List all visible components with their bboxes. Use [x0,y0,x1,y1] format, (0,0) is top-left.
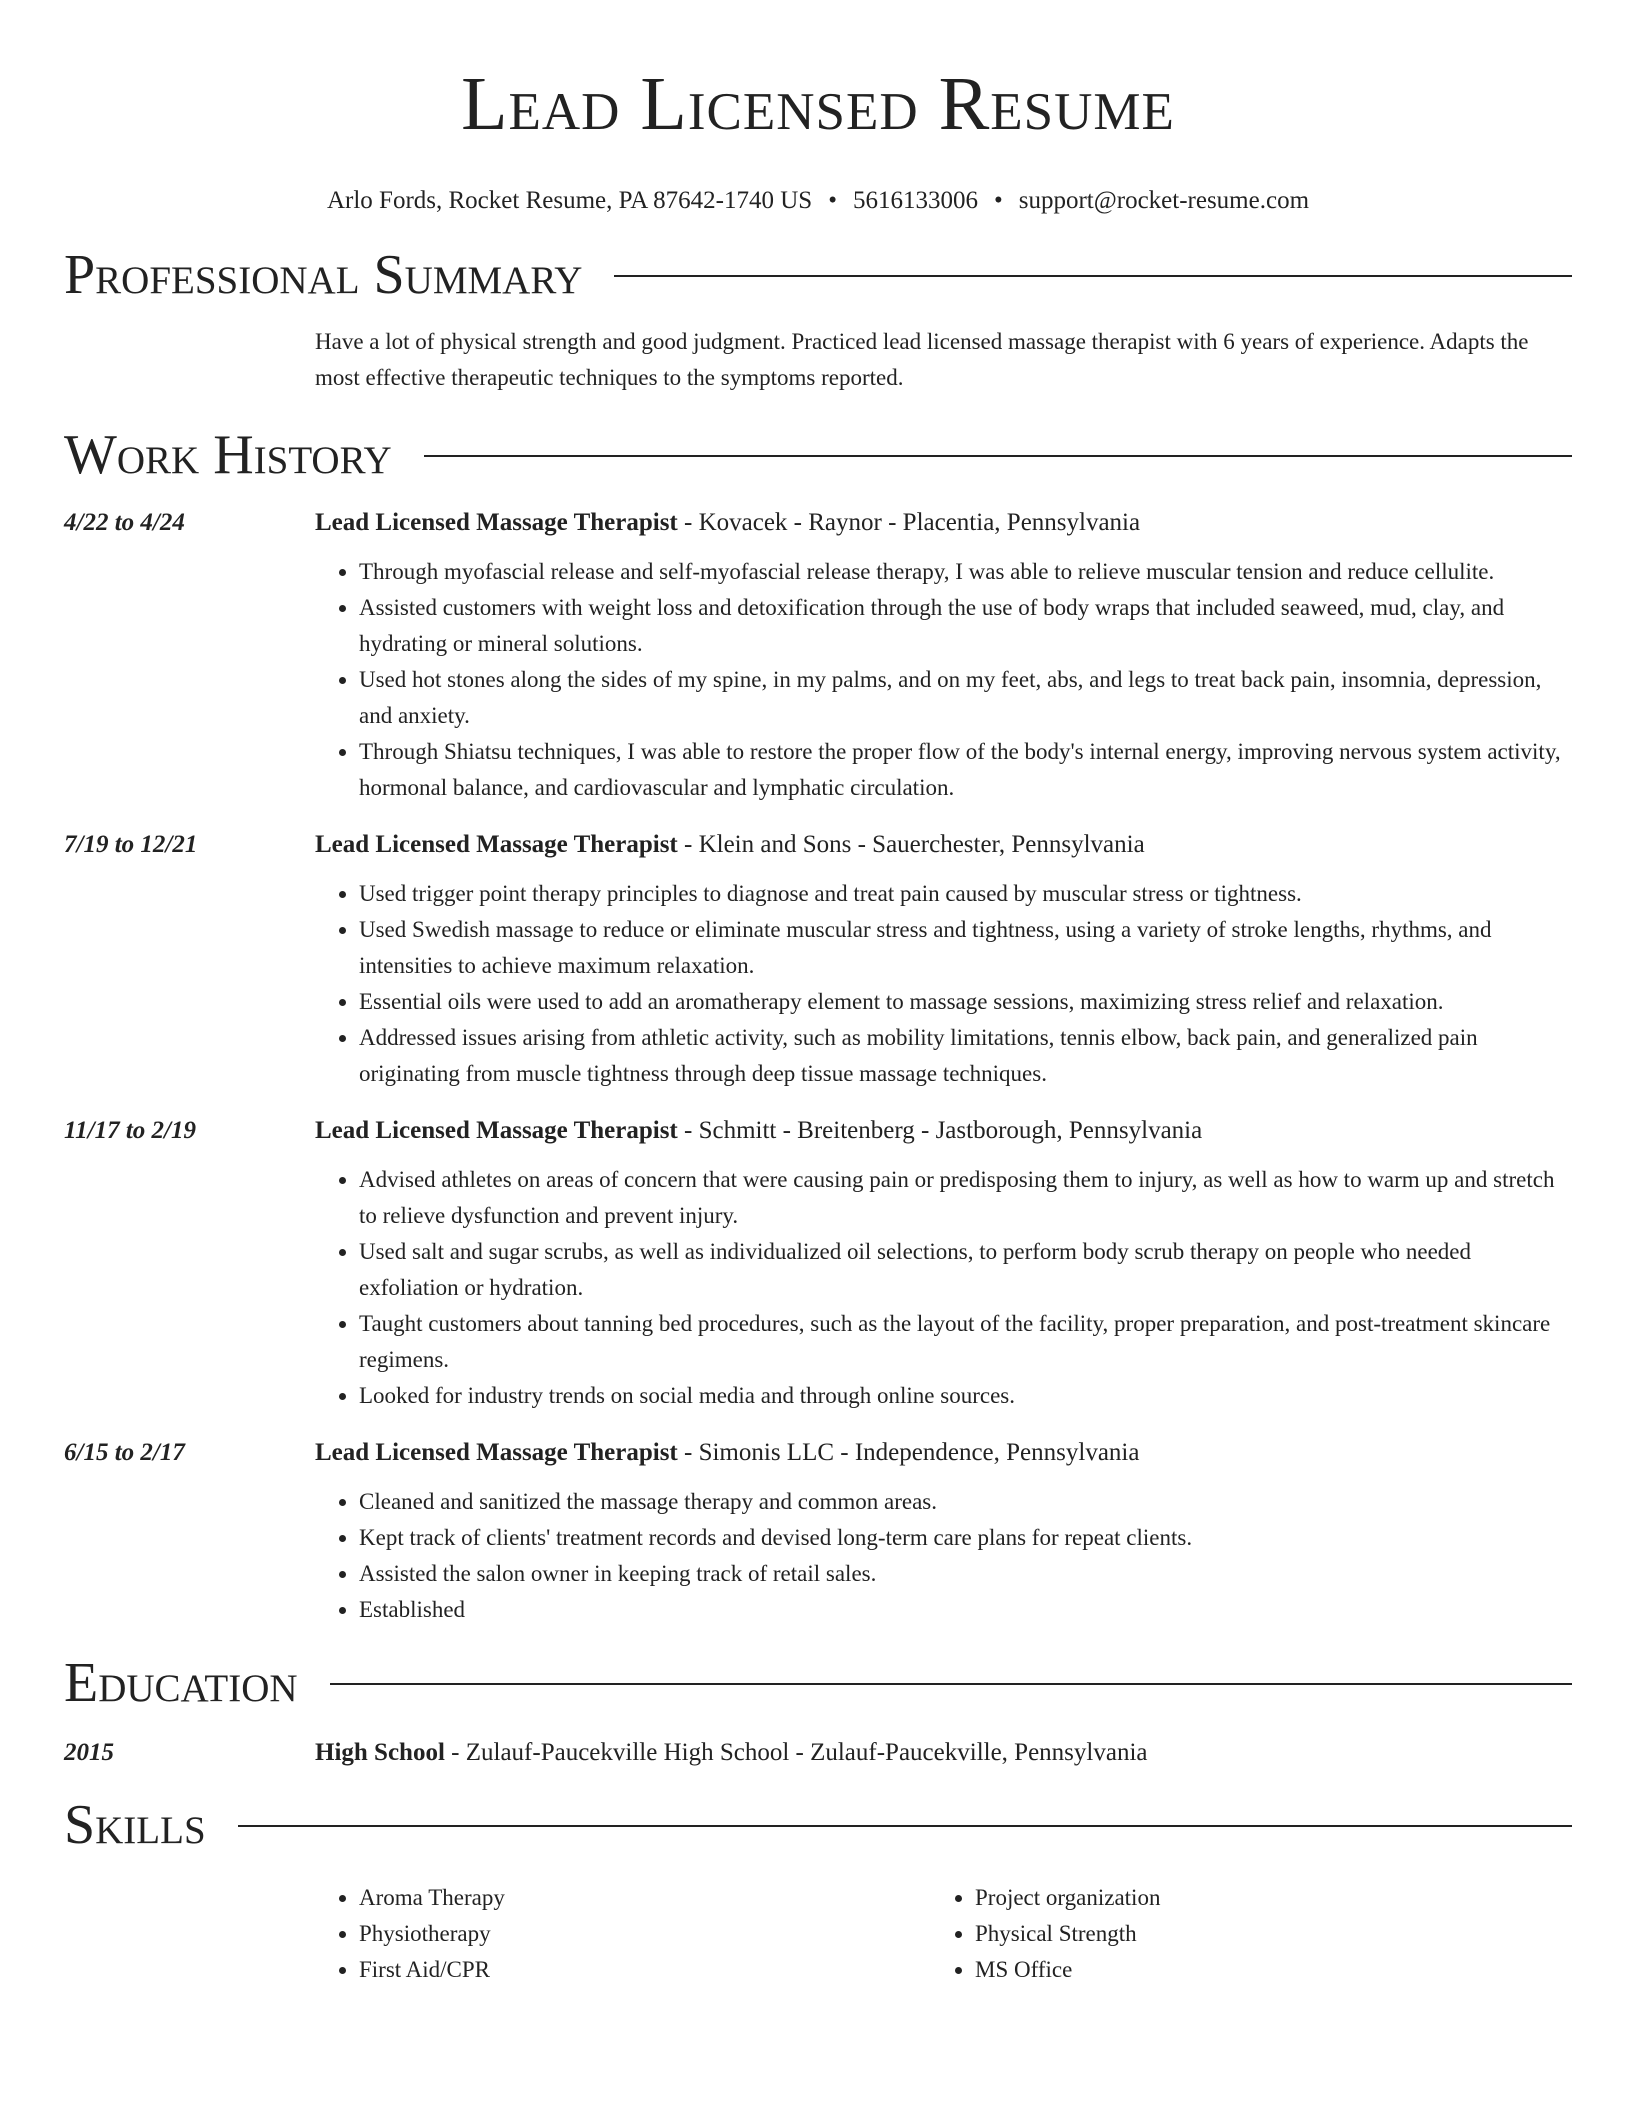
job-employer: - Klein and Sons - Sauerchester, Pennsylvania [677,831,1145,858]
section-divider [424,455,1572,457]
job-role: Lead Licensed Massage Therapist [315,509,678,536]
job-dates: 6/15 to 2/17 [64,1439,185,1466]
job-entry [64,828,1572,1092]
job-bullets [315,554,1572,806]
contact-phone: 5616133006 [852,187,978,214]
contact-separator: • [828,187,837,214]
job-bullets [315,876,1572,1092]
job-heading [315,1436,1572,1470]
resume-page [64,0,1572,1988]
education-section-header [64,1652,1572,1714]
job-bullet: • Through Shiatsu techniques, I was able to restore the proper flow of the body's internal energy, improving nervous system activity, hormonal balance, and cardiovascular and lymphatic circulation. [359,734,1572,806]
resume-title: Lead Licensed Resume [461,62,1175,146]
skill-item: • MS Office [975,1952,1547,1988]
job-bullet: • Assisted the salon owner in keeping track of retail sales. [359,1556,1572,1592]
section-divider [330,1683,1572,1685]
job-bullet: • Kept track of clients' treatment records and devised long-term care plans for repeat clients. [359,1520,1572,1556]
contact-line [64,186,1572,216]
skill-item: • Project organization [975,1880,1547,1916]
work-history-list [64,506,1572,1628]
skills-heading: Skills [64,1794,206,1856]
education-heading-line [315,1736,1148,1770]
skill-item: • Aroma Therapy [359,1880,931,1916]
job-bullet: • Used hot stones along the sides of my spine, in my palms, and on my feet, abs, and legs to treat back pain, insomnia, depression, and anxiety. [359,662,1572,734]
job-bullet: • Taught customers about tanning bed procedures, such as the layout of the facility, proper preparation, and post-treatment skincare regimens. [359,1306,1572,1378]
job-bullets [315,1484,1572,1628]
work-heading: Work History [64,424,392,486]
skills-section-header [64,1794,1572,1856]
job-role: Lead Licensed Massage Therapist [315,1117,678,1144]
job-dates: 11/17 to 2/19 [64,1117,196,1144]
job-bullet: • Established [359,1592,1572,1628]
job-heading [315,1114,1572,1148]
job-heading [315,828,1572,862]
job-entry [64,1436,1572,1628]
job-bullet: • Through myofascial release and self-myofascial release therapy, I was able to relieve muscular tension and reduce cellulite. [359,554,1572,590]
job-bullet: • Used salt and sugar scrubs, as well as individualized oil selections, to perform body scrub therapy on people who needed exfoliation or hydration. [359,1234,1572,1306]
job-bullet: • Used trigger point therapy principles to diagnose and treat pain caused by muscular stress or tightness. [359,876,1572,912]
skill-item: • Physiotherapy [359,1916,931,1952]
skills-column-right [931,1880,1547,1988]
skill-item: • First Aid/CPR [359,1952,931,1988]
section-divider [238,1825,1572,1827]
job-dates: 7/19 to 12/21 [64,831,198,858]
job-bullet: • Assisted customers with weight loss and detoxification through the use of body wraps that included seaweed, mud, clay, and hydrating or mineral solutions. [359,590,1572,662]
job-role: Lead Licensed Massage Therapist [315,831,678,858]
job-bullet: • Used Swedish massage to reduce or eliminate muscular stress and tightness, using a variety of stroke lengths, rhythms, and intensities to achieve maximum relaxation. [359,912,1572,984]
skills-column-left [315,1880,931,1988]
contact-email: support@rocket-resume.com [1018,187,1310,214]
job-bullet: • Essential oils were used to add an aromatherapy element to massage sessions, maximizing stress relief and relaxation. [359,984,1572,1020]
job-entry [64,1114,1572,1414]
job-bullet: • Advised athletes on areas of concern that were causing pain or predisposing them to injury, as well as how to warm up and stretch to relieve dysfunction and prevent injury. [359,1162,1572,1234]
education-year: 2015 [64,1739,114,1766]
contact-separator: • [993,187,1003,214]
job-entry [64,506,1572,806]
summary-heading: Professional Summary [64,244,583,306]
education-degree: High School [315,1739,445,1766]
job-employer: - Schmitt - Breitenberg - Jastborough, Pennsylvania [677,1117,1203,1144]
education-school: - Zulauf-Paucekville High School - Zulauf-Paucekville, Pennsylvania [444,1739,1148,1766]
job-employer: - Kovacek - Raynor - Placentia, Pennsylvania [677,509,1141,536]
education-heading: Education [64,1652,298,1714]
work-section-header [64,424,1572,486]
job-employer: - Simonis LLC - Independence, Pennsylvania [677,1439,1140,1466]
summary-text: Have a lot of physical strength and good judgment. Practiced lead licensed massage therapist with 6 years of experience. Adapts the most effective therapeutic techniques to the symptoms reported. [315,329,1529,390]
job-heading [315,506,1572,540]
job-role: Lead Licensed Massage Therapist [315,1439,678,1466]
job-bullet: • Looked for industry trends on social media and through online sources. [359,1378,1572,1414]
section-divider [614,275,1572,277]
job-dates: 4/22 to 4/24 [64,509,185,536]
skills-list [315,1880,1572,1988]
summary-section-header [64,244,1572,306]
job-bullet: • Cleaned and sanitized the massage therapy and common areas. [359,1484,1572,1520]
skill-item: • Physical Strength [975,1916,1547,1952]
job-bullets [315,1162,1572,1414]
education-entry [64,1736,1572,1770]
contact-address: Arlo Fords, Rocket Resume, PA 87642-1740 US [326,187,813,214]
job-bullet: • Addressed issues arising from athletic activity, such as mobility limitations, tennis elbow, back pain, and generalized pain originating from muscle tightness through deep tissue massage techniques. [359,1020,1572,1092]
